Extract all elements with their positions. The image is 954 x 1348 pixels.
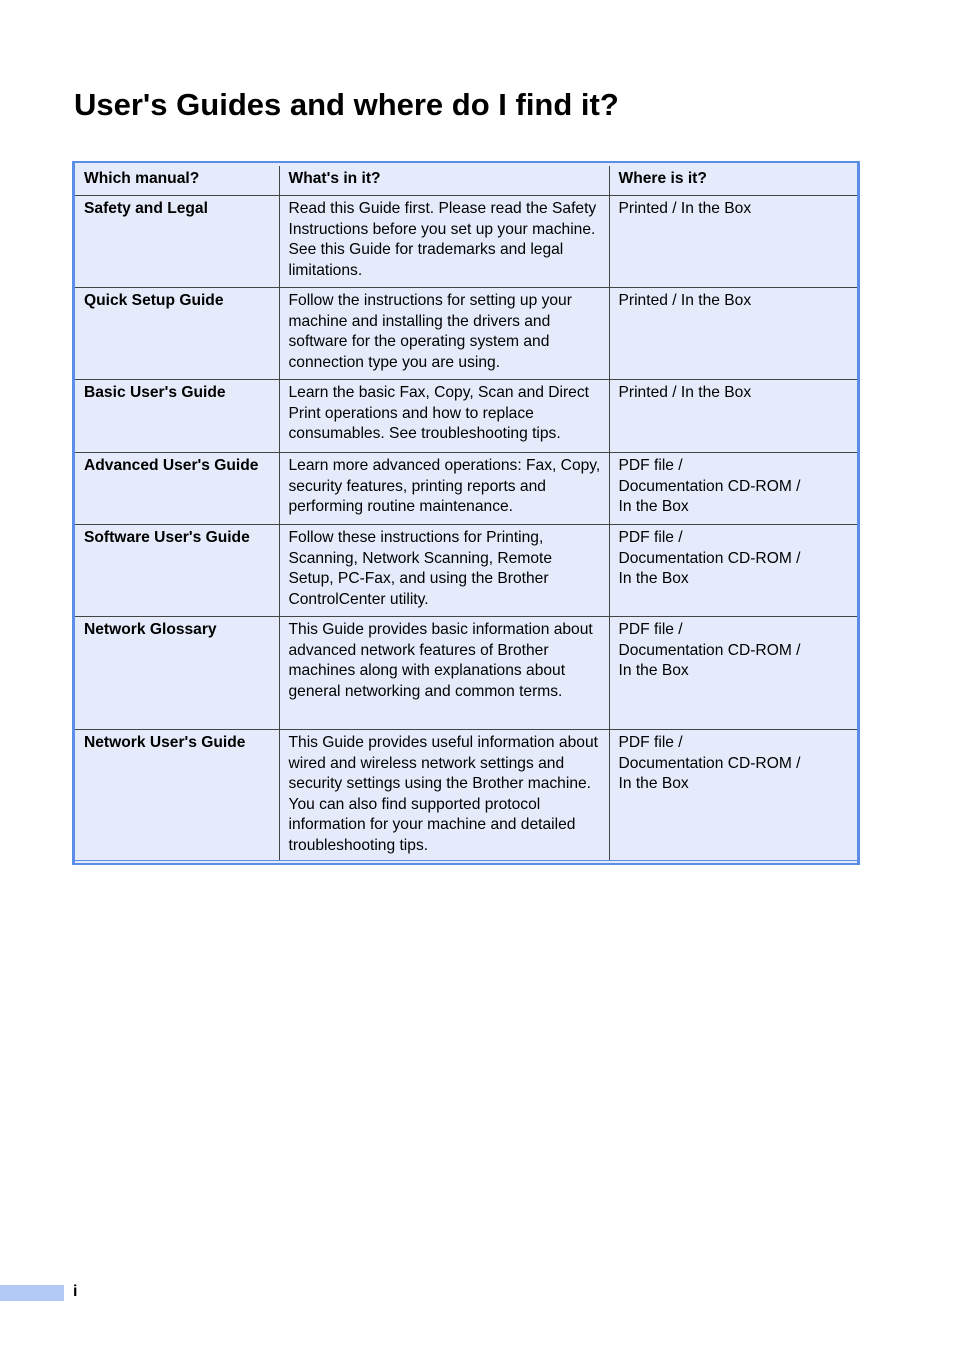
table-row <box>75 617 857 730</box>
manual-contents: Read this Guide first. Please read the Safety Instructions before you set up your machine. See this Guide for trademarks and legal limitations. <box>279 196 609 288</box>
guides-table-frame <box>72 161 860 865</box>
footer-accent-bar <box>0 1285 64 1301</box>
table-row <box>75 380 857 453</box>
page-number: i <box>73 1283 78 1300</box>
location-line: Documentation CD-ROM / <box>618 641 801 659</box>
header-whats-in-it: What's in it? <box>279 166 609 196</box>
manual-name: Network Glossary <box>75 617 279 730</box>
manual-location <box>609 525 857 617</box>
table-row <box>75 288 857 380</box>
location-line: PDF file / <box>618 621 683 638</box>
manual-contents: This Guide provides basic information about advanced network features of Brother machines along with explanations about general networking and common terms. <box>279 617 609 730</box>
table-row <box>75 525 857 617</box>
manual-contents: Learn the basic Fax, Copy, Scan and Direct Print operations and how to replace consumables. See troubleshooting tips. <box>279 380 609 453</box>
location-line: PDF file / <box>618 529 683 546</box>
location-line: Documentation CD-ROM / <box>618 549 801 567</box>
table-row <box>75 196 857 288</box>
manual-name: Safety and Legal <box>75 196 279 288</box>
manual-name: Software User's Guide <box>75 525 279 617</box>
location-line: In the Box <box>618 662 689 679</box>
manual-location: Printed / In the Box <box>609 196 857 288</box>
manual-name: Quick Setup Guide <box>75 288 279 380</box>
location-line: Documentation CD-ROM / <box>618 754 801 772</box>
manual-contents: Learn more advanced operations: Fax, Copy, security features, printing reports and performing routine maintenance. <box>279 453 609 525</box>
manual-name: Network User's Guide <box>75 730 279 861</box>
manual-name: Advanced User's Guide <box>75 453 279 525</box>
location-line: In the Box <box>618 498 689 515</box>
location-line: PDF file / <box>618 734 683 751</box>
page-title: User's Guides and where do I find it? <box>74 87 619 122</box>
manual-contents: Follow these instructions for Printing, Scanning, Network Scanning, Remote Setup, PC-Fax, and using the Brother ControlCenter utility. <box>279 525 609 617</box>
table-row <box>75 730 857 861</box>
header-which-manual: Which manual? <box>75 166 279 196</box>
manual-contents: Follow the instructions for setting up your machine and installing the drivers and software for the operating system and connection type you are using. <box>279 288 609 380</box>
table-header-row <box>75 166 857 196</box>
manual-location <box>609 730 857 861</box>
manual-location <box>609 453 857 525</box>
location-line: PDF file / <box>618 457 683 474</box>
manual-location: Printed / In the Box <box>609 380 857 453</box>
manual-location <box>609 617 857 730</box>
guides-table <box>75 166 857 861</box>
location-line: In the Box <box>618 570 689 587</box>
header-where-is-it: Where is it? <box>609 166 857 196</box>
location-line: Documentation CD-ROM / <box>618 477 801 495</box>
location-line: In the Box <box>618 775 689 792</box>
manual-contents: This Guide provides useful information about wired and wireless network settings and security settings using the Brother machine. You can also find supported protocol information for your machine and detailed troubleshooting tips. <box>279 730 609 861</box>
manual-location: Printed / In the Box <box>609 288 857 380</box>
manual-name: Basic User's Guide <box>75 380 279 453</box>
table-row <box>75 453 857 525</box>
